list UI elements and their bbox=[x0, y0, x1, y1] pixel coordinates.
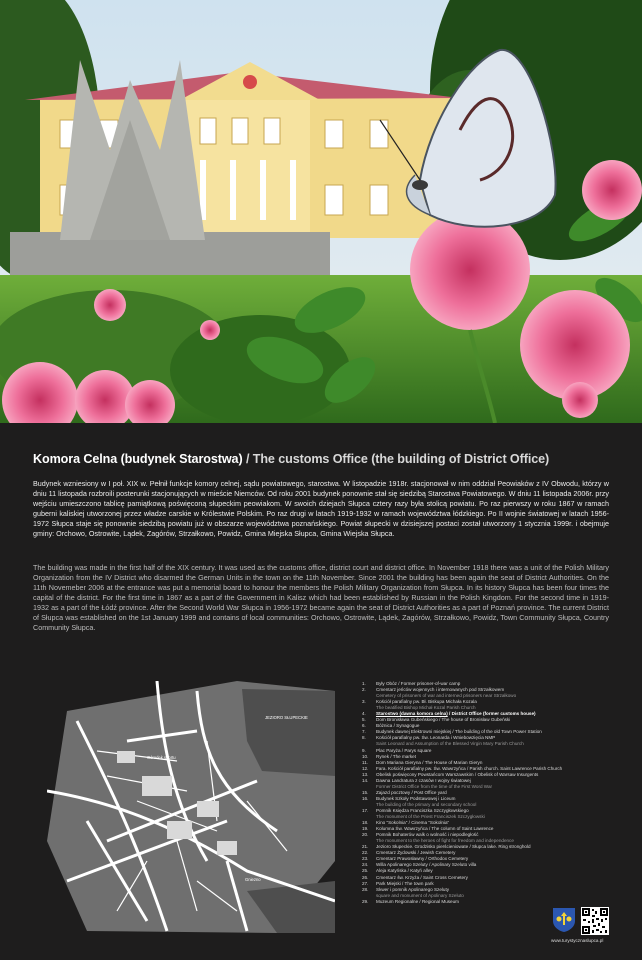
legend-number: 29. bbox=[362, 898, 369, 904]
legend-number: 18. bbox=[362, 820, 369, 826]
legend-label-polish: Dom Mariana Gieryna bbox=[376, 759, 421, 765]
legend-item bbox=[362, 808, 642, 820]
legend-label-english: / Katyń alley bbox=[407, 868, 433, 874]
legend-label-english: / Apolinary Szeluto villa bbox=[429, 862, 477, 868]
legend-label-english: / District Office (former customs house) bbox=[449, 711, 536, 717]
legend-item bbox=[362, 778, 642, 790]
legend-label-polish: Budynek Szkoły Podstawowej i Liceum bbox=[376, 795, 456, 801]
website-url[interactable]: www.turystycznaslupca.pl bbox=[551, 938, 604, 943]
legend-number: 16. bbox=[362, 795, 369, 801]
legend-label-english: / Parish church. Saint Lawrence Parish Church bbox=[466, 765, 563, 771]
legend-label-english: / Obelisk of Warsaw Insurgents bbox=[474, 771, 539, 777]
legend-label-polish: Cmentarz jeńców wojennych i internowanych pod Strzałkowem bbox=[376, 687, 505, 693]
legend-number: 5. bbox=[362, 717, 366, 723]
legend-label-polish: Bóżnica bbox=[376, 723, 393, 729]
legend-label-polish: Dom Bronisława Gubeńskiego bbox=[376, 717, 438, 723]
legend-label-english: / Parys square bbox=[401, 747, 432, 753]
legend-item bbox=[362, 687, 642, 699]
legend-label-polish: Kościół parafialny pw. Bł. Biskupa Michała Kozala bbox=[376, 699, 477, 705]
legend-label-translation: Saint Leonard and Assumption of the Blessed Virgin Mary Parish Church bbox=[376, 741, 524, 747]
legend-label-english: / The market bbox=[390, 753, 417, 759]
map-label-lake: JEZIORO SŁUPECKIE bbox=[265, 715, 308, 720]
qr-code[interactable] bbox=[581, 907, 609, 935]
town-map bbox=[47, 681, 335, 933]
legend-number: 15. bbox=[362, 789, 369, 795]
legend-label-translation: The monument of the Priest Franciszek Szczygłowski bbox=[376, 814, 485, 820]
title-english: / The customs Office (the building of District Office) bbox=[245, 452, 550, 466]
legend-label-english: / Regional Museum bbox=[419, 898, 459, 904]
legend-label-translation: square and monument of Apolinary Szeluto bbox=[376, 892, 464, 898]
legend-label-english: / Słupca lake. Ring stronghold bbox=[469, 844, 531, 850]
legend-number: 2. bbox=[362, 687, 366, 693]
legend-item bbox=[362, 735, 642, 747]
legend-number: 13. bbox=[362, 771, 369, 777]
header-photo bbox=[0, 0, 642, 423]
legend-label-english: / Former prisoner-of-war camp bbox=[398, 681, 461, 686]
legend-label-english: / The building of the old Town Power Station bbox=[452, 729, 542, 735]
legend-label-polish: Aleja Katyńska bbox=[376, 868, 407, 874]
legend-number: 12. bbox=[362, 765, 369, 771]
legend-number: 24. bbox=[362, 862, 369, 868]
legend-number: 26. bbox=[362, 874, 369, 880]
legend-number: 10. bbox=[362, 753, 369, 759]
legend-item bbox=[362, 899, 642, 905]
legend-number: 27. bbox=[362, 880, 369, 886]
legend-number: 3. bbox=[362, 699, 366, 705]
legend-label-polish: Plac Paryża bbox=[376, 747, 401, 753]
legend-number: 7. bbox=[362, 729, 366, 735]
town-crest-logo bbox=[552, 907, 576, 933]
legend-number: 14. bbox=[362, 777, 369, 783]
legend-number: 4. bbox=[362, 711, 366, 717]
map-graphic bbox=[47, 681, 335, 933]
legend-number: 21. bbox=[362, 844, 369, 850]
legend-label-polish: Kolumna Św. Wawrzyńca bbox=[376, 826, 428, 832]
legend-label-polish: Starostwo (dawna komora celna) bbox=[376, 711, 448, 717]
title-polish: Komora Celna (budynek Starostwa) bbox=[33, 452, 243, 466]
photo-illustration bbox=[0, 0, 642, 423]
legend-label-english: / The column of Saint Lawrence bbox=[428, 826, 494, 832]
legend-label-polish: Budynek dawnej Elektrowni miejskiej bbox=[376, 729, 452, 735]
legend-label-english: / Post Office yard bbox=[411, 789, 447, 795]
legend-number: 20. bbox=[362, 832, 369, 838]
legend-number: 11. bbox=[362, 759, 369, 765]
legend-label-polish: Willa Apolinarego Szeluty bbox=[376, 862, 428, 868]
legend-label-translation: Cemetery of prisoners of war and interned prisoners near Strzałkowo bbox=[376, 693, 517, 699]
legend-item bbox=[362, 887, 642, 899]
legend-label-english: / Saint Cross Cemetery bbox=[420, 874, 468, 880]
description-english: The building was made in the first half of the XIX century. It was used as the customs office, district court and district office. In November 1918 there was a unit of the Polish Military Organization from the IV District who disarmed the German Units in the town on the 11th November. Since 2001 the building has been again the seat of District Authorities. On the 11th Novemeber 2006 at the entrance was put a memorial board to honour the members the Polish Military Organization from Słupca. In its history Słupca has been four times the capital of the district. For the first time in 1867 as a part of the Government in Kalisz which had been established by Russian in the Polish Kingdom. For the second time in 1919-1932 as a part of the Łódź province. After the Second World War Słupca in 1956-1972 became again the seat of District Authorities as a part of Poznań province. The current District of Słupca was established on the 1st January 1999 and contains of local communities: Orchowo, Ostrowite, Lądek, Zagórów, Strzałkowo, Powidz, Town Community Słupca, Country Community Słupca. bbox=[33, 563, 609, 632]
map-legend bbox=[362, 681, 642, 905]
legend-number: 6. bbox=[362, 723, 366, 729]
legend-number: 17. bbox=[362, 807, 369, 813]
legend-label-english: / The House of Marian Gieryn bbox=[422, 759, 483, 765]
legend-label-polish: Dawna Landratura z czasów I wojny światowej bbox=[376, 777, 471, 783]
legend-number: 19. bbox=[362, 826, 369, 832]
page-title bbox=[33, 452, 549, 466]
legend-number: 28. bbox=[362, 886, 369, 892]
legend-label-polish: Jezioro Słupeckie. Grodzisko pierścieniowate bbox=[376, 844, 469, 850]
legend-label-translation: The monument to the heroes of fight for freedom and independence bbox=[376, 838, 514, 844]
legend-label-polish: Cmentarz Prawosławny bbox=[376, 856, 425, 862]
legend-label-polish: Cmentarz Żydowski bbox=[376, 850, 417, 856]
legend-number: 1. bbox=[362, 681, 366, 686]
legend-label-english: / Synagogue bbox=[393, 723, 420, 729]
legend-label-english: / The town park bbox=[402, 880, 434, 886]
legend-label-polish: Rynek bbox=[376, 753, 390, 759]
legend-label-translation: The beatified Bishop Michał Kozal Parish Church bbox=[376, 705, 476, 711]
legend-number: 8. bbox=[362, 735, 366, 741]
map-label-road: Gniezno bbox=[245, 877, 261, 882]
legend-label-english: / Cinema "Sokolnia" bbox=[408, 820, 450, 826]
legend-label-english: / The house of Bronisław Gubeński bbox=[439, 717, 511, 723]
legend-label-translation: The building of the primary and secondary school bbox=[376, 801, 477, 807]
legend-number: 25. bbox=[362, 868, 369, 874]
legend-label-polish: Pomnik Księdza Franciszka Szczygłowskiego bbox=[376, 807, 469, 813]
map-label-sport: Ośrodek sportu bbox=[147, 755, 176, 760]
legend-label-english: / Jewish Cemetery bbox=[417, 850, 456, 856]
legend-label-polish: Pomnik Bohaterów walk o wolność i niepodległość bbox=[376, 832, 479, 838]
legend-number: 22. bbox=[362, 850, 369, 856]
legend-label-polish: Obelisk poświęcony Powstańcom Warszawskim bbox=[376, 771, 474, 777]
legend-label-polish: Zajazd pocztowy bbox=[376, 789, 411, 795]
legend-number: 23. bbox=[362, 856, 369, 862]
legend-label-polish: Kino "Sokolnia" bbox=[376, 820, 408, 826]
legend-number: 9. bbox=[362, 747, 366, 753]
legend-label-polish: Skwer i pomnik Apolinarego Szeluty bbox=[376, 886, 450, 892]
description-polish: Budynek wzniesiony w I poł. XIX w. Pełnił funkcje komory celnej, sądu powiatowego, starostwa. W listopadzie 1918r. stacjonował w nim oddział Peowiaków z IV Obwodu, którzy w dniu 11 listopada rozbroili posterunki stacjonujących w mieście Niemców. Od roku 2001 budynek ponownie stał się siedzibą Starostwa Powiatowego. W dniu 11 listopada 2006r. przy wejściu umieszczono tablicę pamiątkową poświęconą słupeckim peowiakom. W swoich dziejach Słupca cztery razy była stolicą powiatu. Po raz pierwszy w roku 1867 w ramach guberni kaliskiej utworzonej przez władze carskie w Królestwie Polskim. Po raz drugi w latach 1919-1932 w ramach województwa łódzkiego. Po II wojnie światowej w latach 1956-1972 Słupca staje się ponownie siedzibą powiatu już w obszarze województwa poznańskiego. Powiat słupecki w dzisiejszej postaci został utworzony 1 stycznia 1999r. i obejmuje gminy: Orchowo, Ostrowite, Lądek, Zagórów, Strzałkowo, Powidz, Gmina Miejska Słupca, Gmina Wiejska Słupca. bbox=[33, 479, 609, 538]
legend-label-translation: Former District Office from the time of the First Word War bbox=[376, 783, 493, 789]
legend-label-polish: Muzeum Regionalne bbox=[376, 898, 419, 904]
legend-label-english: / Orthodox Cemetery bbox=[425, 856, 469, 862]
legend-label-polish: Kościół parafialny pw. Św. Leonarda i Wniebowzięcia NMP bbox=[376, 735, 496, 741]
legend-item bbox=[362, 796, 642, 808]
legend-item bbox=[362, 699, 642, 711]
legend-label-polish: Cmentarz św. Krzyża bbox=[376, 874, 420, 880]
legend-label-polish: Fara. Kościół parafialny pw. Św. Wawrzyńca bbox=[376, 765, 466, 771]
legend-label-polish: Park Miejski bbox=[376, 880, 401, 886]
legend-item bbox=[362, 832, 642, 844]
legend-label-polish: Były Obóz bbox=[376, 681, 397, 686]
